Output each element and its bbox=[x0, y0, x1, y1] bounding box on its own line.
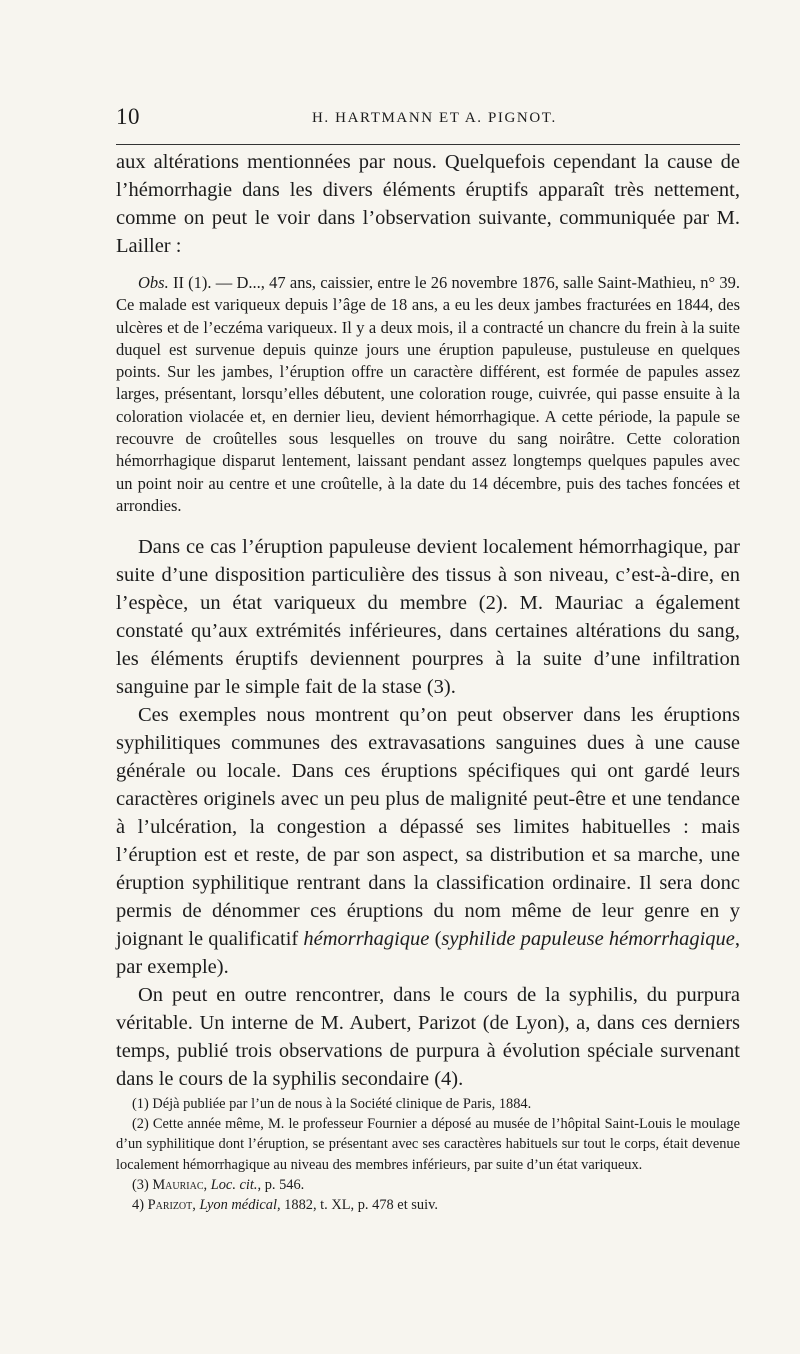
observation-number: II (1). bbox=[172, 273, 212, 292]
paragraph-stasis: Dans ce cas l’éruption papuleuse devient localement hémorrhagique, par suite d’une disposition particulière des tissus à son niveau, c’est-à-dire, en l’espèce, un état variqueux du membre (2). M. Mauriac a également constaté qu’aux extrémités inférieures, dans certaines altérations du sang, les éléments éruptifs deviennent pourpres à la suite d’une infiltration sanguine par le simple fait de la stase (3). bbox=[116, 536, 740, 699]
italic-term-hemorrhagique: hémorrhagique bbox=[303, 928, 430, 951]
intro-paragraph: aux altérations mentionnées par nous. Quelquefois cependant la cause de l’hémorrhagie dans les divers éléments éruptifs apparaît très nettement, comme on peut le voir dans l’observation suivante, communiquée par M. Lailler : bbox=[116, 151, 740, 257]
footnote-4-separator: , bbox=[192, 1197, 200, 1214]
paragraph-examples-end: , par exemple). bbox=[116, 928, 740, 979]
footnotes bbox=[116, 1094, 740, 1215]
footnote-4-journal: Lyon médical bbox=[199, 1197, 277, 1214]
body-text bbox=[116, 148, 740, 1093]
observation-text: — D..., 47 ans, caissier, entre le 26 novembre 1876, salle Saint-Mathieu, n° 39. Ce malade est variqueux depuis l’âge de 18 ans, a eu les deux jambes fracturées en 1844, des ulcères et de l’eczéma variqueux. Il y a deux mois, il a contracté un chancre du frein à la suite duquel est survenue depuis quinze jours une éruption papuleuse, pustuleuse en quelques points. Sur les jambes, l’éruption offre un caractère différent, est formée de papules assez larges, présentant, lorsqu’elles débutent, une coloration rouge, cuivrée, qui passe ensuite à la coloration violacée et, en dernier lieu, devient hémorrhagique. A cette période, la papule se recouvre de croûtelles sous lesquelles on trouve du sang noirâtre. Cette coloration hémorrhagique disparut lentement, laissant pendant assez longtemps quelques papules avec un point noir au centre et une croûtelle, à la date du 14 décembre, puis des taches foncées et arrondies. bbox=[116, 273, 740, 515]
running-head bbox=[116, 104, 736, 128]
footnote-4-rest: , 1882, t. XL, p. 478 et suiv. bbox=[276, 1197, 438, 1214]
footnote-3-reference: Loc. cit. bbox=[210, 1176, 258, 1193]
page-number: 10 bbox=[116, 104, 140, 129]
footnote-4-number: 4) bbox=[132, 1197, 148, 1214]
paragraph-examples-text: Ces exemples nous montrent qu’on peut observer dans les éruptions syphilitiques communes des extravasations sanguines dues à une cause générale ou locale. Dans ces éruptions spécifiques qui ont gardé leurs caractères originels avec un peu plus de malignité peut-être et une tendance à l’ulcération, la congestion a dépassé ses limites habituelles : mais l’éruption est et reste, de par son aspect, sa distribution et sa marche, une éruption syphilitique rentrant dans la classification ordinaire. Il sera donc permis de dénommer ces éruptions du nom même de leur genre en y joignant le qualificatif bbox=[116, 704, 740, 951]
footnote-1: (1) Déjà publiée par l’un de nous à la Société clinique de Paris, 1884. bbox=[132, 1096, 532, 1112]
footnote-3-page: , p. 546. bbox=[257, 1176, 305, 1193]
italic-term-syphilide: syphilide papuleuse hémorrhagique bbox=[441, 928, 735, 951]
footnote-3-separator: , bbox=[203, 1176, 211, 1193]
paragraph-purpura: On peut en outre rencontrer, dans le cours de la syphilis, du purpura véritable. Un interne de M. Aubert, Parizot (de Lyon), a, dans ces derniers temps, publié trois observations de purpura à évolution spéciale survenant dans le cours de la syphilis secondaire (4). bbox=[116, 984, 740, 1091]
footnote-3-author: Mauriac bbox=[152, 1176, 204, 1193]
footnote-2: (2) Cette année même, M. le professeur Fournier a déposé au musée de l’hôpital Saint-Louis le moulage d’un syphilitique dont l’éruption, se présentant avec ses caractères habituels sur tout le corps, était devenue localement hémorrhagique au niveau des membres inférieurs, par suite d’un état variqueux. bbox=[116, 1116, 740, 1173]
observation-label: Obs. bbox=[138, 273, 169, 292]
observation-paragraph bbox=[116, 272, 740, 517]
header-authors: H. HARTMANN ET A. PIGNOT. bbox=[312, 110, 557, 126]
footnote-4 bbox=[116, 1195, 740, 1215]
header-rule bbox=[116, 144, 740, 145]
footnote-3-number: (3) bbox=[132, 1176, 153, 1193]
paragraph-examples bbox=[116, 701, 740, 981]
footnote-3 bbox=[116, 1175, 740, 1195]
footnote-4-author: Parizot bbox=[147, 1197, 193, 1214]
paren-open: ( bbox=[429, 928, 442, 951]
